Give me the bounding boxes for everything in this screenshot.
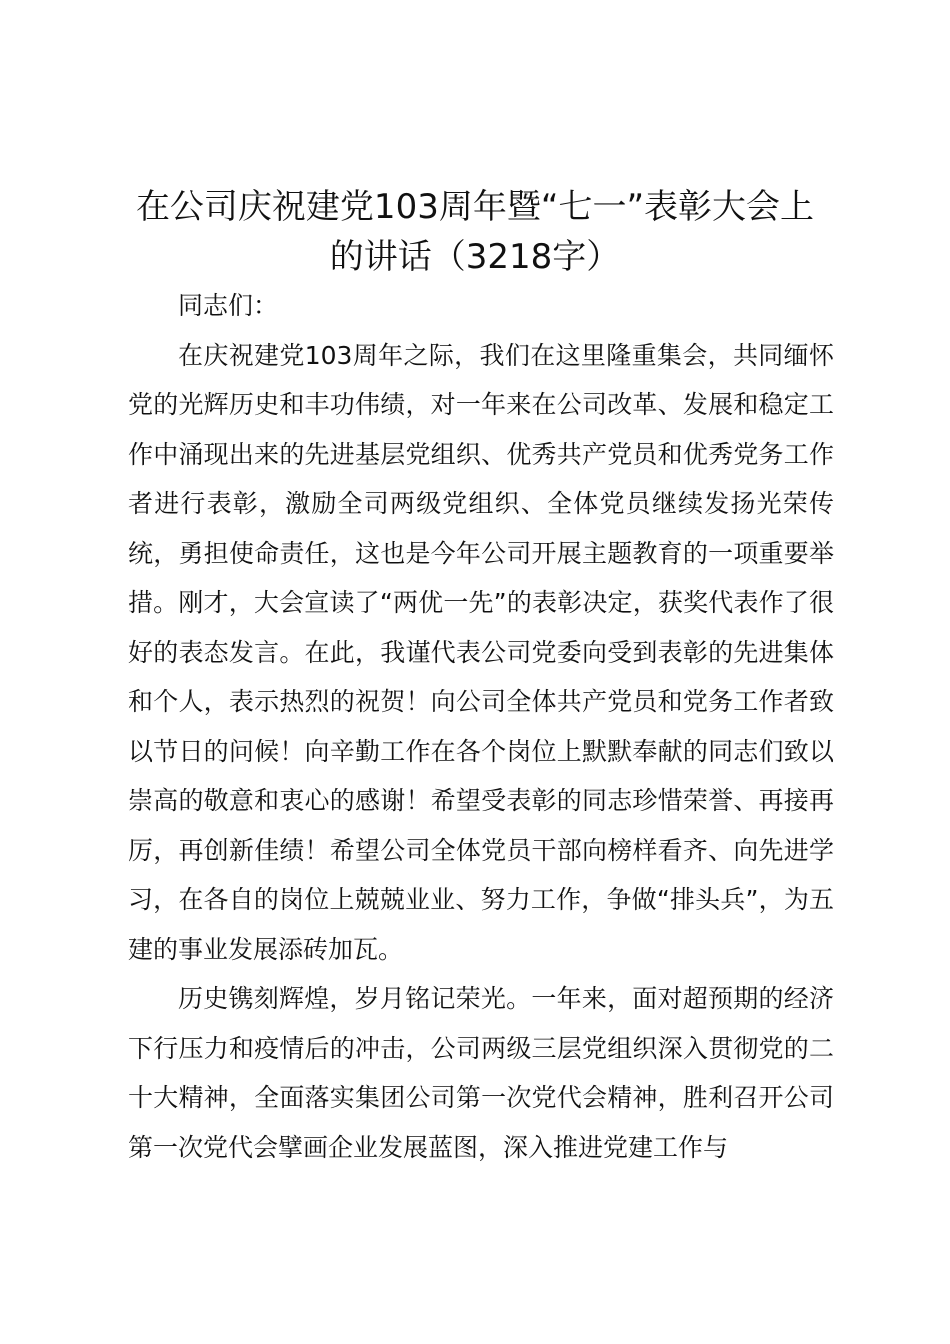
document-title: 在公司庆祝建党103周年暨“七一”表彰大会上的讲话（3218字） xyxy=(135,187,815,277)
document-body xyxy=(128,281,834,1172)
salutation: 同志们： xyxy=(178,291,279,320)
paragraph: 历史镌刻辉煌，岁月铭记荣光。一年来，面对超预期的经济下行压力和疫情后的冲击，公司两级三层党组织深入贯彻党的二十大精神，全面落实集团公司第一次党代会精神，胜利召开公司第一次党代会擘画企业发展蓝图，深入推进党建工作与 xyxy=(128,984,834,1162)
paragraph: 在庆祝建党103周年之际，我们在这里隆重集会，共同缅怀党的光辉历史和丰功伟绩，对一年来在公司改革、发展和稳定工作中涌现出来的先进基层党组织、优秀共产党员和优秀党务工作者进行表彰，激励全司两级党组织、全体党员继续发扬光荣传统，勇担使命责任，这也是今年公司开展主题教育的一项重要举措。刚才，大会宣读了“两优一先”的表彰决定，获奖代表作了很好的表态发言。在此，我谨代表公司党委向受到表彰的先进集体和个人，表示热烈的祝贺！向公司全体共产党员和党务工作者致以节日的问候！向辛勤工作在各个岗位上默默奉献的同志们致以崇高的敬意和衷心的感谢！希望受表彰的同志珍惜荣誉、再接再厉，再创新佳绩！希望公司全体党员干部向榜样看齐、向先进学习，在各自的岗位上兢兢业业、努力工作，争做“排头兵”，为五建的事业发展添砖加瓦。 xyxy=(128,340,834,964)
